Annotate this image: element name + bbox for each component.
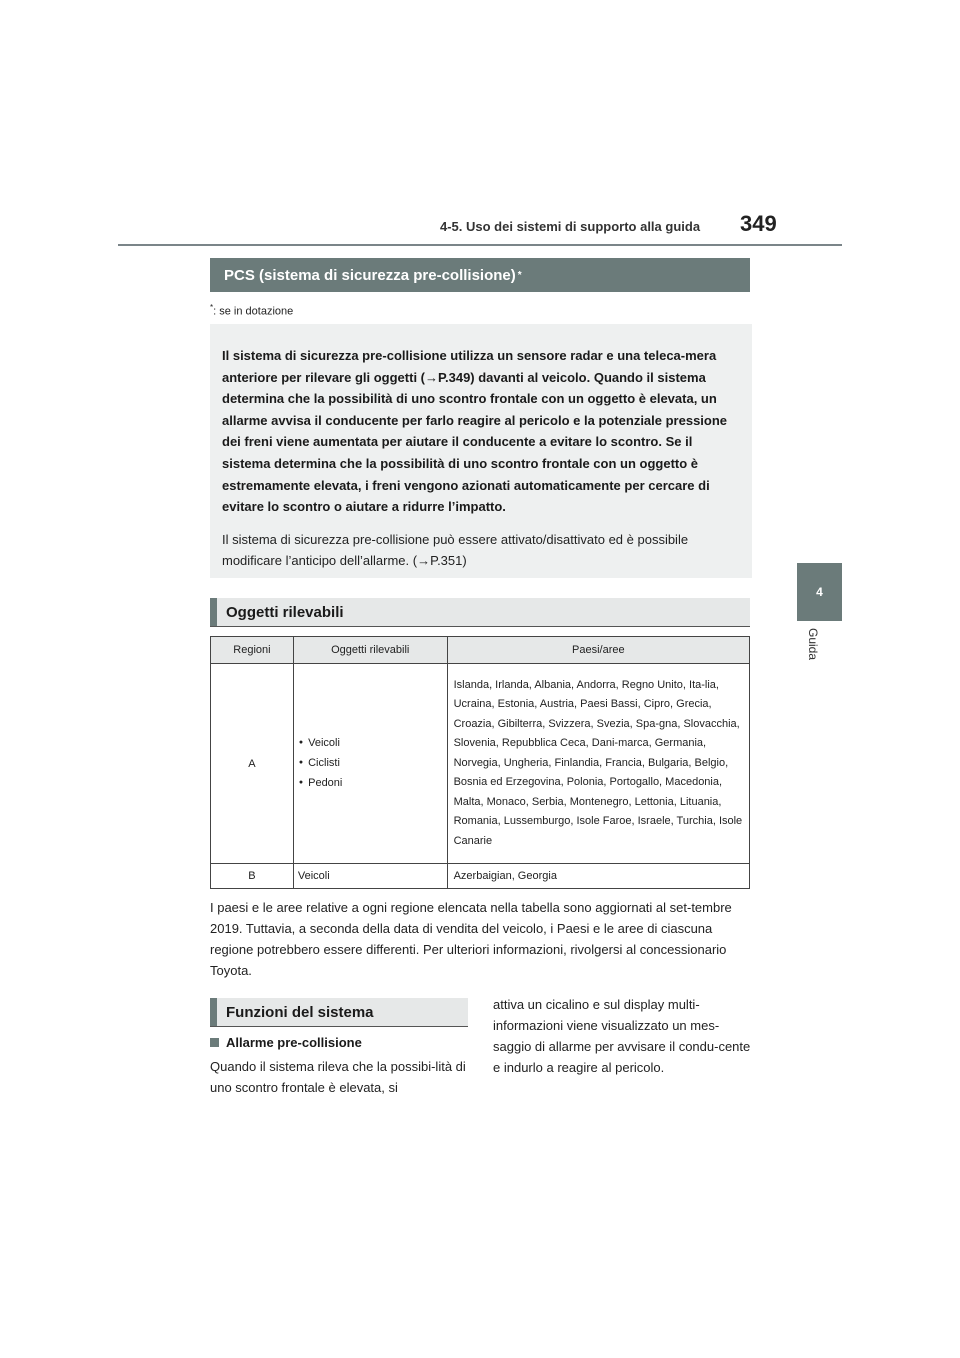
- chapter-tab: [797, 563, 842, 621]
- footnote-marker: *: [210, 303, 214, 312]
- footnote: [210, 303, 293, 318]
- list-item: ● Ciclisti: [299, 754, 446, 774]
- section-title-objects: Oggetti rilevabili: [226, 603, 344, 621]
- table-row: [211, 664, 750, 864]
- main-title-marker: *: [517, 269, 522, 281]
- section-rule-functions: [210, 1026, 468, 1027]
- subheading-text: Allarme pre-collisione: [226, 1035, 362, 1050]
- table-header: Oggetti rilevabili: [293, 637, 447, 664]
- main-title: PCS (sistema di sicurezza pre-collisione): [224, 266, 516, 284]
- list-item: ● Pedoni: [299, 774, 446, 794]
- intro-box: [210, 324, 752, 578]
- objects-cell: [293, 664, 447, 864]
- countries-cell: Islanda, Irlanda, Albania, Andorra, Regno Unito, Ita-lia, Ucraina, Estonia, Austria, Paesi Bassi, Cipro, Grecia, Croazia, Gibilterra, Svizzera, Svezia, Spa-gna, Slovacchia, Slovenia, Repubblica Ceca, Dani-marca, Germania, Norvegia, Ungheria, Finlandia, Francia, Bulgaria, Belgio, Bosnia ed Erzegovina, Polonia, Portogallo, Macedonia, Malta, Monaco, Serbia, Montenegro, Lettonia, Lituania, Romania, Lussemburgo, Isole Faroe, Israele, Turchia, Isole Canarie: [447, 664, 749, 864]
- region-cell: A: [211, 664, 294, 864]
- square-bullet-icon: [210, 1038, 219, 1047]
- table-row: [211, 864, 750, 889]
- chapter-label: Guida: [806, 628, 820, 661]
- alarm-text-left: Quando il sistema rileva che la possibi-lità di uno scontro frontale è elevata, si: [210, 1059, 466, 1095]
- detectable-objects-table: [210, 636, 750, 889]
- section-title-functions: Funzioni del sistema: [226, 1003, 374, 1021]
- table-header: Paesi/aree: [447, 637, 749, 664]
- chapter-label-wrap: [790, 628, 850, 688]
- chapter-number: 4: [816, 585, 823, 599]
- countries-cell: Azerbaigian, Georgia: [447, 864, 749, 889]
- alarm-text-right: attiva un cicalino e sul display multi-informazioni viene visualizzato un mes-saggio di allarme per avvisare il condu-cente e indurlo a reagire al pericolo.: [493, 997, 751, 1075]
- footnote-text: : se in dotazione: [213, 305, 294, 318]
- table-note: I paesi e le aree relative a ogni regione elencata nella tabella sono aggiornati al set-tembre 2019. Tuttavia, a seconda della data di vendita del veicolo, i Paesi e le aree di ciascuna regione potrebbero essere differenti. Per ulteriori informazioni, rivolgersi al concessionario Toyota.: [210, 900, 732, 978]
- main-title-bar: [210, 258, 750, 292]
- section-rule-objects: [210, 626, 750, 627]
- header-section-title: 4-5. Uso dei sistemi di supporto alla guida: [440, 219, 701, 234]
- objects-list: [295, 734, 446, 794]
- objects-cell: Veicoli: [293, 864, 447, 889]
- page-number: 349: [740, 211, 777, 236]
- header-rule: [118, 244, 842, 246]
- subheading-alarm: [210, 1035, 362, 1050]
- section-heading-functions: [210, 998, 468, 1026]
- section-heading-objects: [210, 598, 750, 626]
- list-item: ● Veicoli: [299, 734, 446, 754]
- table-header: Regioni: [211, 637, 294, 664]
- region-cell: B: [211, 864, 294, 889]
- intro-normal-paragraph: Il sistema di sicurezza pre-collisione può essere attivato/disattivato ed è possibile modificare l’anticipo dell’allarme. (→P.351): [222, 531, 689, 569]
- table-header-row: [211, 637, 750, 664]
- intro-bold-paragraph: Il sistema di sicurezza pre-collisione utilizza un sensore radar e una teleca-mera anteriore per rilevare gli oggetti (→P.349) davanti al veicolo. Quando il sistema determina che la possibilità di uno scontro frontale con un oggetto è elevata, un allarme avvisa il conducente per farlo reagire al pericolo e la potenziale pressione dei freni viene aumentata per aiutare il conducente a evitare lo scontro. Se il sistema determina che la possibilità di uno scontro frontale con un oggetto è estremamente elevata, i freni vengono azionati automaticamente per cercare di evitare lo scontro o aiutare a ridurre l’impatto.: [222, 348, 728, 515]
